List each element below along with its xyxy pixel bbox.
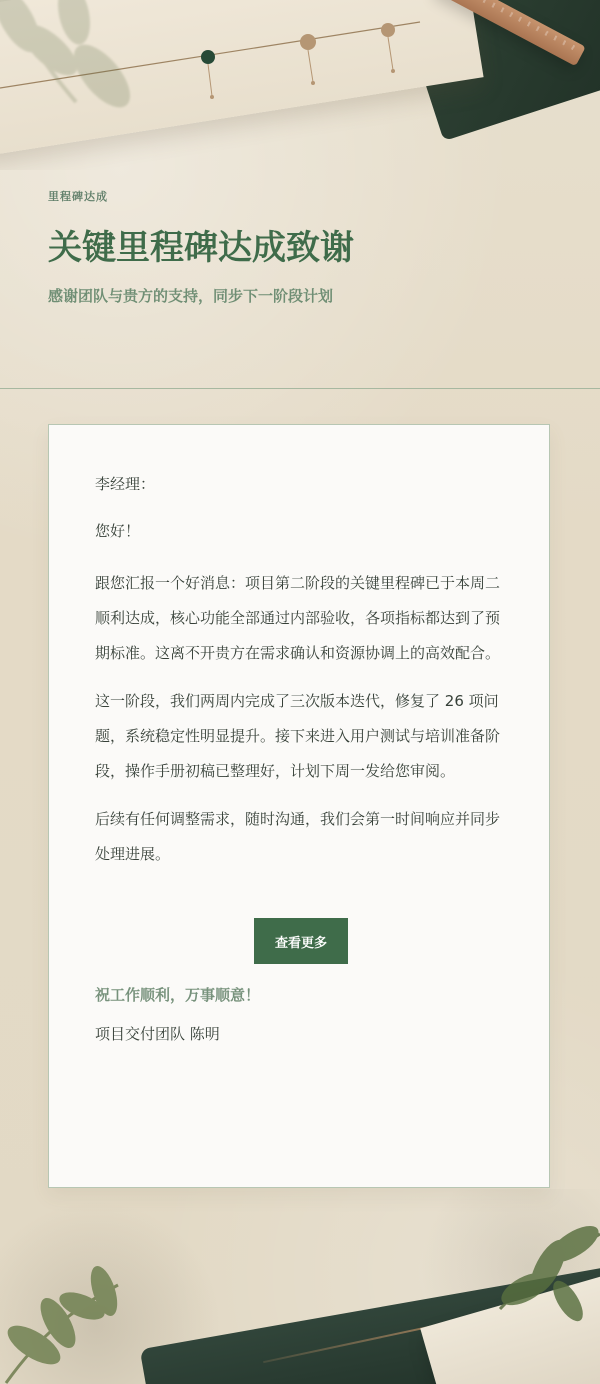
eyebrow-label: 里程碑达成 <box>48 190 108 203</box>
message-paragraph-2: 这一阶段，我们两周内完成了三次版本迭代，修复了 26 项问题，系统稳定性明显提升。接下来进入用户测试与培训准备阶段，操作手册初稿已整理好，计划下周一发给您审阅。 <box>95 692 501 780</box>
closing-text: 祝工作顺利，万事顺意！ <box>95 986 261 1004</box>
letter-content <box>95 473 507 1045</box>
letter-card <box>48 424 550 1188</box>
section-divider <box>0 388 600 389</box>
message-paragraph-3: 后续有任何调整需求，随时沟通，我们会第一时间响应并同步处理进展。 <box>95 810 501 863</box>
header-decoration <box>0 0 600 170</box>
footer-decoration <box>0 1189 600 1384</box>
hero-header <box>48 188 552 306</box>
view-more-button[interactable]: 查看更多 <box>254 918 348 964</box>
footer-leaves-icon <box>0 1189 600 1384</box>
page-title: 关键里程碑达成致谢 <box>48 228 354 268</box>
leaf-shadow-icon <box>0 0 182 142</box>
page-subtitle: 感谢团队与贵方的支持，同步下一阶段计划 <box>48 287 334 306</box>
message-paragraph-1: 跟您汇报一个好消息：项目第二阶段的关键里程碑已于本周二顺利达成，核心功能全部通过内部验收，各项指标都达到了预期标准。这离不开贵方在需求确认和资源协调上的高效配合。 <box>95 574 501 662</box>
signature-text: 项目交付团队 陈明 <box>95 1025 220 1043</box>
hello-text: 您好！ <box>95 522 141 540</box>
recipient-greeting: 李经理： <box>95 475 156 493</box>
cta-wrapper <box>95 918 507 964</box>
